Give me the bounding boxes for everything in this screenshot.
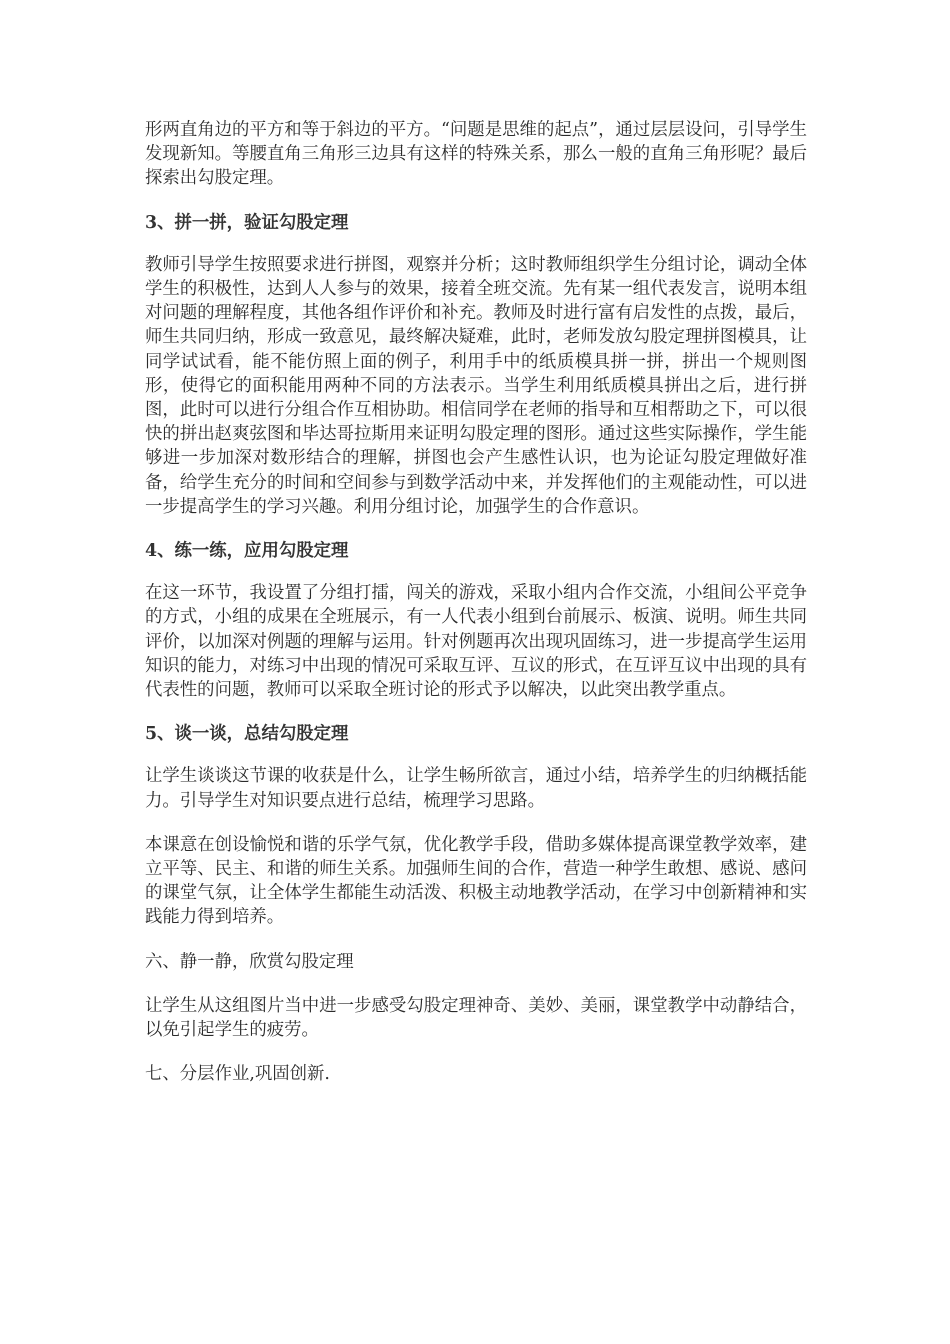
- section-6-body: 让学生从这组图片当中进一步感受勾股定理神奇、美妙、美丽，课堂教学中动静结合，以免引起学生的疲劳。: [145, 995, 807, 1041]
- section-6-heading: 六、静一静，欣赏勾股定理: [145, 951, 354, 972]
- document-page: [145, 118, 807, 1107]
- section-3-body: 教师引导学生按照要求进行拼图，观察并分析；这时教师组织学生分组讨论，调动全体学生的积极性，达到人人参与的效果，接着全班交流。先有某一组代表发言，说明本组对问题的理解程度，其他各组作评价和补充。教师及时进行富有启发性的点拨，最后，师生共同归纳，形成一致意见，最终解决疑难，此时，老师发放勾股定理拼图模具，让同学试试看，能不能仿照上面的例子，利用手中的纸质模具拼一拼，拼出一个规则图形，使得它的面积能用两种不同的方法表示。当学生利用纸质模具拼出之后，进行拼图，此时可以进行分组合作互相协助。相信同学在老师的指导和互相帮助之下，可以很快的拼出赵爽弦图和毕达哥拉斯用来证明勾股定理的图形。通过这些实际操作，学生能够进一步加深对数形结合的理解，拼图也会产生感性认识，也为论证勾股定理做好准备，给学生充分的时间和空间参与到数学活动中来，并发挥他们的主观能动性，可以进一步提高学生的学习兴趣。利用分组讨论，加强学生的合作意识。: [145, 254, 807, 517]
- intro-paragraph: 形两直角边的平方和等于斜边的平方。“问题是思维的起点”，通过层层设问，引导学生发现新知。等腰直角三角形三边具有这样的特殊关系，那么一般的直角三角形呢？最后探索出勾股定理。: [145, 120, 807, 189]
- summary-paragraph: 本课意在创设愉悦和谐的乐学气氛，优化教学手段，借助多媒体提高课堂教学效率，建立平等、民主、和谐的师生关系。加强师生间的合作，营造一种学生敢想、感说、感问的课堂气氛，让全体学生都能生动活泼、积极主动地教学活动，在学习中创新精神和实践能力得到培养。: [145, 834, 807, 928]
- section-5-body: 让学生谈谈这节课的收获是什么，让学生畅所欲言，通过小结，培养学生的归纳概括能力。引导学生对知识要点进行总结，梳理学习思路。: [145, 766, 807, 811]
- section-7-heading: 七、分层作业,巩固创新.: [145, 1064, 330, 1085]
- section-4-body: 在这一环节，我设置了分组打擂，闯关的游戏，采取小组内合作交流，小组间公平竞争的方式，小组的成果在全班展示，有一人代表小组到台前展示、板演、说明。师生共同评价，以加深对例题的理解与运用。针对例题再次出现巩固练习，进一步提高学生运用知识的能力，对练习中出现的情况可采取互评、互议的形式，在互评互议中出现的具有代表性的问题，教师可以采取全班讨论的形式予以解决，以此突出教学重点。: [145, 583, 807, 701]
- section-4-heading: 4、练一练，应用勾股定理: [145, 541, 349, 562]
- section-3-heading: 3、拼一拼，验证勾股定理: [145, 212, 349, 233]
- section-5-heading: 5、谈一谈，总结勾股定理: [145, 724, 349, 745]
